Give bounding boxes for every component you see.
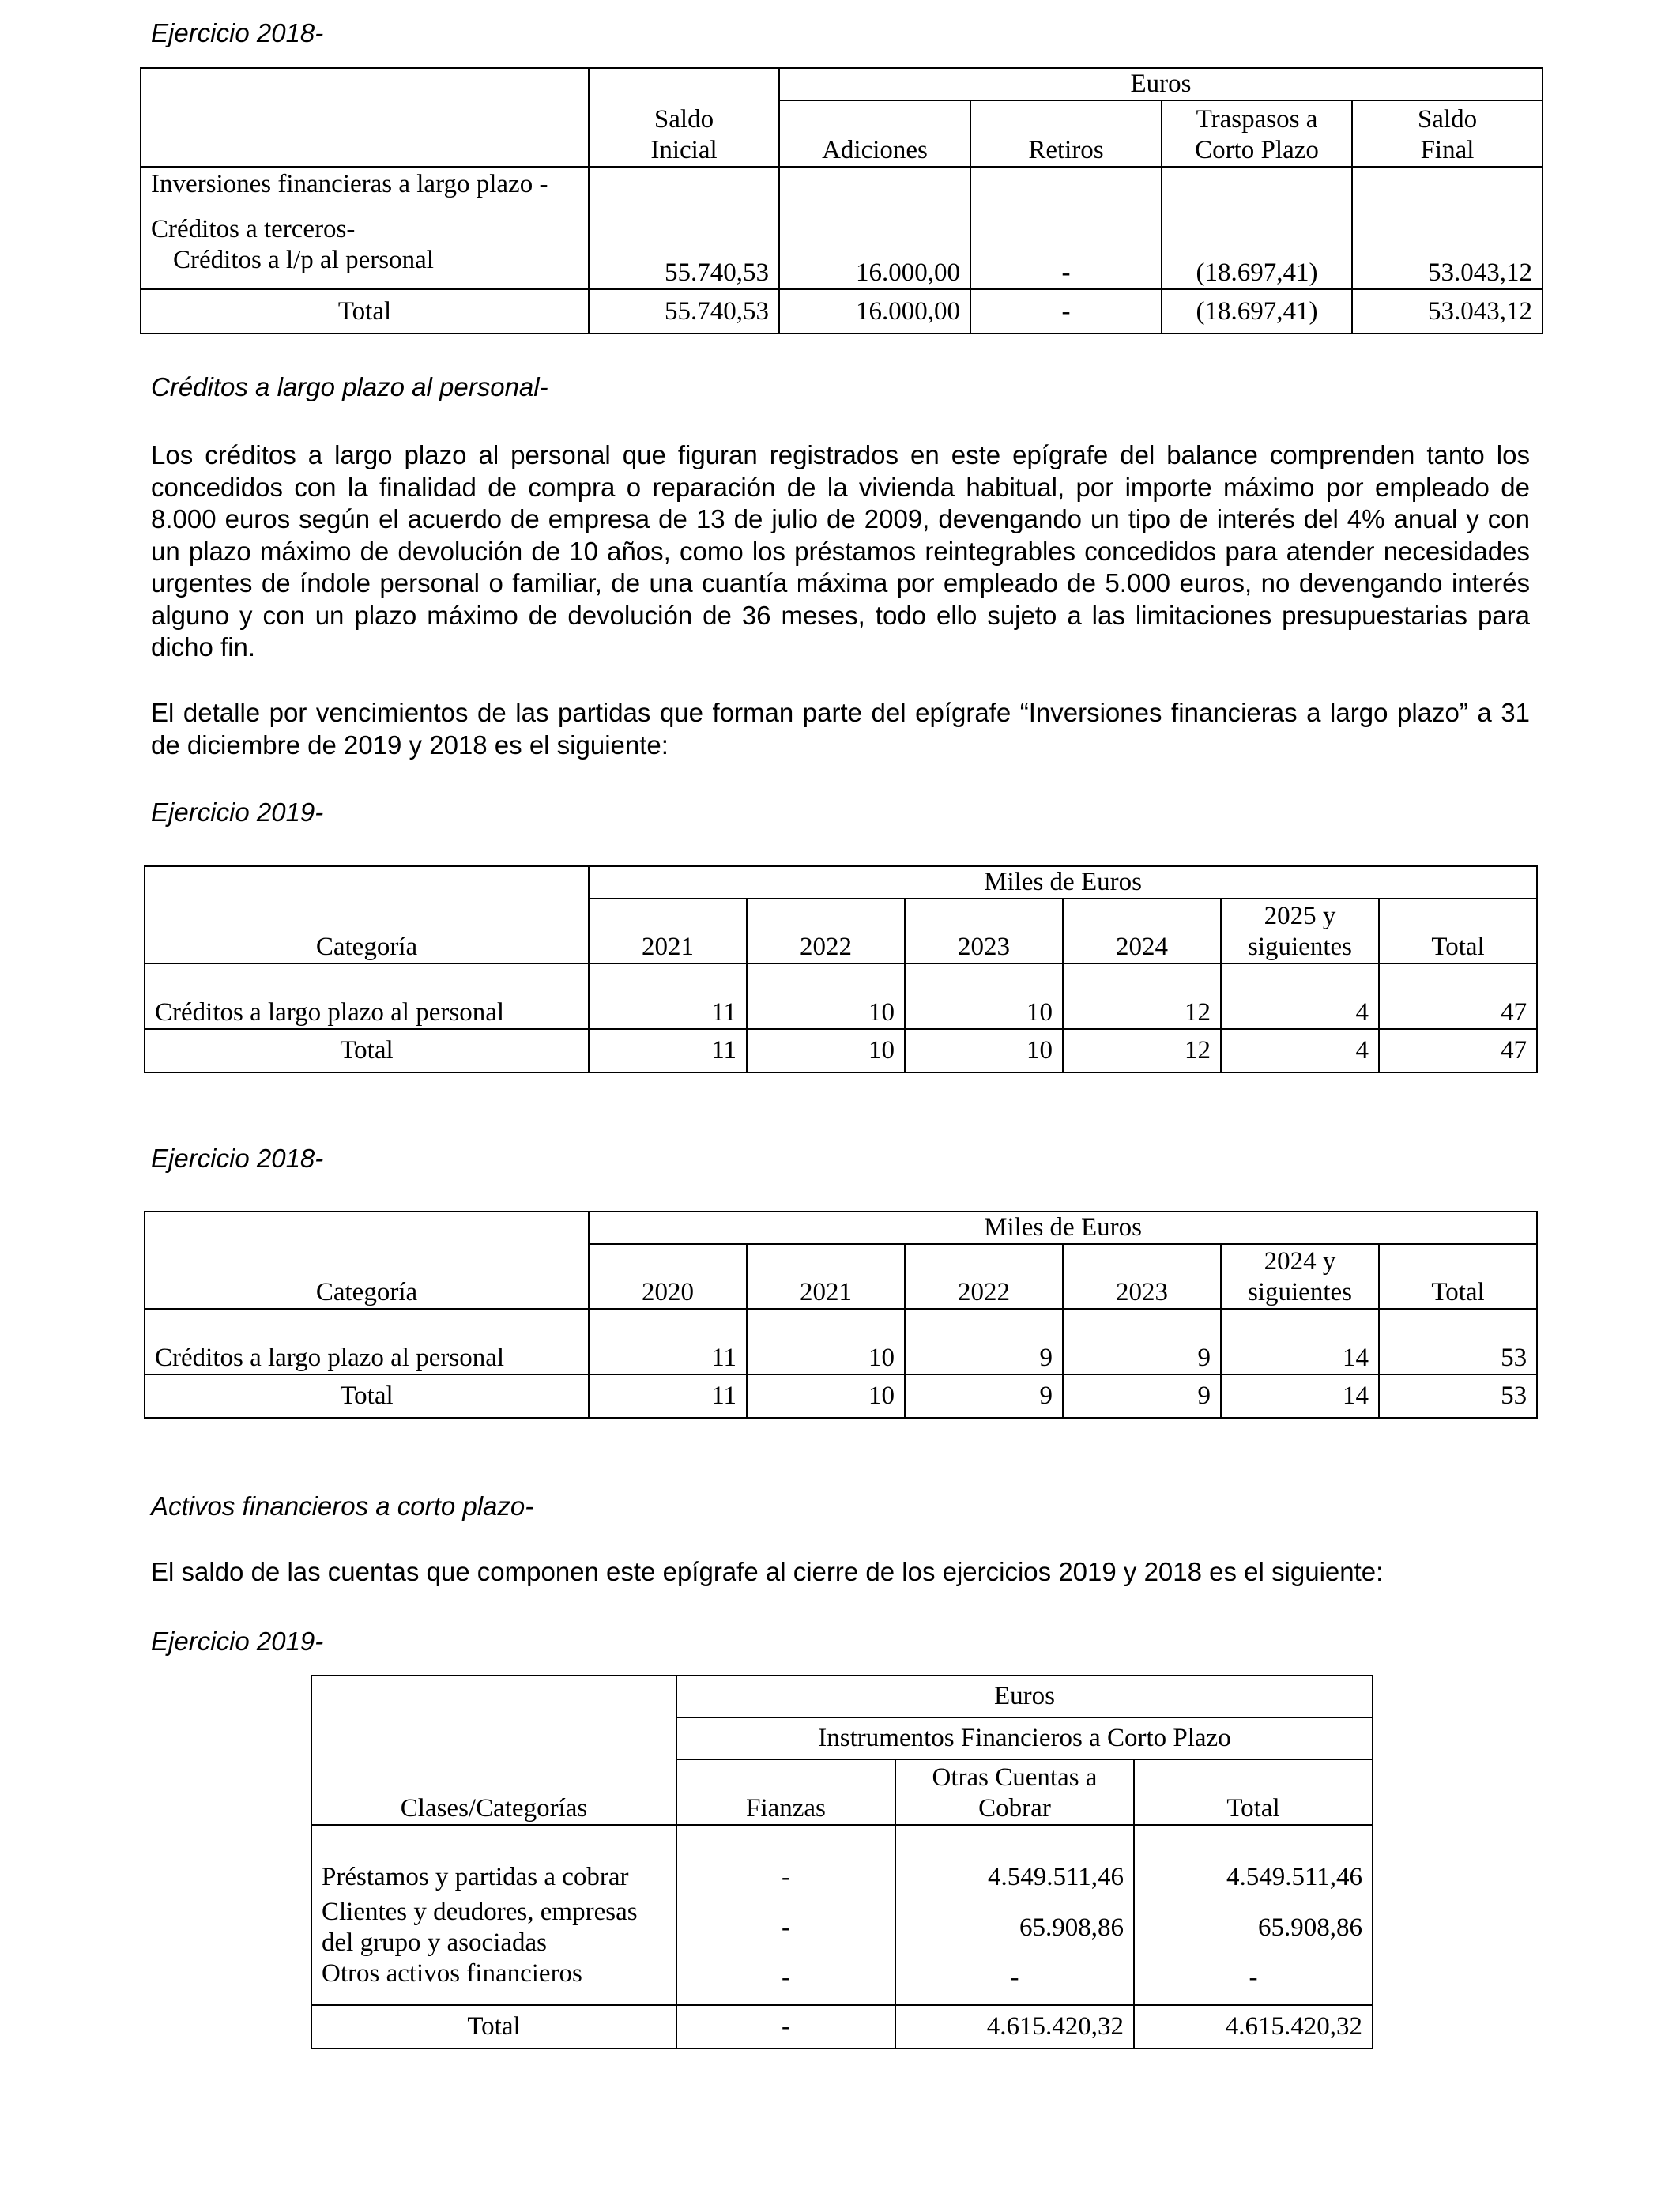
t1-total-cell: 53.043,12 [1352,289,1543,334]
paragraph-creditos-descripcion: Los créditos a largo plazo al personal que figuran registrados en este epígrafe del balance comprenden tanto los concedidos con la finalidad de compra o reparación de la vivienda habitual, por importe máximo por empleado de 8.000 euros según el acuerdo de empresa de 13 de julio de 2009, devengando un tipo de interés del 4% anual y con un plazo máximo de devolución de 10 años, como los préstamos reintegrables concedidos para atender necesidades urgentes de índole personal o familiar, de una cuantía máxima por empleado de 5.000 euros, no devengando interés alguno y con un plazo máximo de devolución de 36 meses, todo ello sujeto a las limitaciones presupuestarias para dicho fin. [151,440,1530,662]
table-activos-corto-plazo-2019 [311,1675,1373,2049]
t2-col-year: 2024 [1063,899,1221,963]
heading-ejercicio-2019-b: Ejercicio 2019- [151,1627,324,1656]
t3-cell: 53 [1379,1309,1537,1374]
t4-total-cell: 4.615.420,32 [1134,2005,1373,2049]
t4-col-otras-cuentas: Otras Cuentas a Cobrar [895,1759,1134,1825]
t3-cell: 14 [1221,1309,1379,1374]
t4-cell: - [782,1913,790,1942]
t4-col-total-values [1134,1825,1373,2005]
t4-cell: - [782,1963,790,1992]
t2-cell: 12 [1063,963,1221,1029]
t1-total-label: Total [141,289,589,334]
t1-cell: 53.043,12 [1352,167,1543,289]
t4-cell: - [1249,1963,1258,1992]
t4-cell: - [1010,1963,1019,1992]
t4-total-cell: 4.615.420,32 [895,2005,1134,2049]
t1-total-cell: 55.740,53 [589,289,779,334]
t2-total-cell: 12 [1063,1029,1221,1072]
table-inversiones-2018 [140,67,1543,334]
t4-col-otras-values [895,1825,1134,2005]
t2-row-label: Créditos a largo plazo al personal [145,963,589,1029]
t4-row-label: Otros activos financieros [322,1959,582,1988]
t3-col-total: Total [1379,1244,1537,1309]
t3-col-year: 2021 [747,1244,905,1309]
t2-col-year: 2022 [747,899,905,963]
t1-col-saldo-inicial: Saldo Inicial [589,100,779,167]
t2-col-year: 2023 [905,899,1063,963]
t2-total-cell: 4 [1221,1029,1379,1072]
t1-empty-corner [141,68,589,167]
t4-row-label: Clientes y deudores, empresas [322,1898,638,1926]
t3-col-year: 2020 [589,1244,747,1309]
t3-cell: 9 [905,1309,1063,1374]
t4-row-label-cont: del grupo y asociadas [322,1928,547,1957]
t3-col-siguientes: 2024 y siguientes [1221,1244,1379,1309]
t1-col-retiros: Retiros [970,100,1162,167]
t2-cell: 10 [747,963,905,1029]
t1-total-cell: (18.697,41) [1162,289,1352,334]
t1-cell: 55.740,53 [589,167,779,289]
t3-total-cell: 53 [1379,1374,1537,1418]
t2-cell: 4 [1221,963,1379,1029]
t1-group-header: Euros [779,68,1543,100]
t2-cell: 11 [589,963,747,1029]
t3-total-cell: 9 [1063,1374,1221,1418]
t4-cell: - [782,1863,790,1891]
t2-total-cell: 10 [905,1029,1063,1072]
t2-col-total: Total [1379,899,1537,963]
t2-col-year: 2021 [589,899,747,963]
t1-section-label: Inversiones financieras a largo plazo - [151,170,548,198]
t2-cell: 47 [1379,963,1537,1029]
t2-total-cell: 47 [1379,1029,1537,1072]
t4-sub-header: Instrumentos Financieros a Corto Plazo [676,1717,1373,1759]
t3-col-year: 2022 [905,1244,1063,1309]
t2-col-siguientes: 2025 y siguientes [1221,899,1379,963]
t2-total-label: Total [145,1029,589,1072]
t4-col-fianzas: Fianzas [676,1759,895,1825]
t3-cell: 9 [1063,1309,1221,1374]
t3-col-year: 2023 [1063,1244,1221,1309]
t3-total-cell: 14 [1221,1374,1379,1418]
t3-group-header: Miles de Euros [589,1212,1537,1244]
t4-category-header: Clases/Categorías [311,1676,676,1825]
t4-cell: 65.908,86 [1258,1913,1363,1942]
paragraph-saldo-cuentas: El saldo de las cuentas que componen este epígrafe al cierre de los ejercicios 2019 y 2018 es el siguiente: [151,1557,1384,1586]
table-vencimientos-2019 [144,865,1538,1073]
t1-cell: - [970,167,1162,289]
heading-ejercicio-2019-a: Ejercicio 2019- [151,797,324,827]
t1-cell: (18.697,41) [1162,167,1352,289]
t4-cell: 65.908,86 [1019,1913,1124,1942]
t4-cell: 4.549.511,46 [1226,1863,1363,1891]
t4-total-cell: - [676,2005,895,2049]
t1-col-saldo-final: Saldo Final [1352,100,1543,167]
t3-cell: 11 [589,1309,747,1374]
t1-row-label [141,167,589,289]
t1-cell: 16.000,00 [779,167,970,289]
t4-col-fianzas-values [676,1825,895,2005]
heading-creditos-personal: Créditos a largo plazo al personal- [151,372,548,401]
t2-category-header: Categoría [145,866,589,963]
heading-activos-corto-plazo: Activos financieros a corto plazo- [151,1491,534,1521]
t3-total-cell: 10 [747,1374,905,1418]
t3-category-header: Categoría [145,1212,589,1309]
t4-cell: 4.549.511,46 [987,1863,1124,1891]
t4-group-header: Euros [676,1676,1373,1717]
table-vencimientos-2018 [144,1211,1538,1419]
t1-total-cell: 16.000,00 [779,289,970,334]
t1-row-name: Créditos a l/p al personal [173,246,434,274]
t1-col-adiciones: Adiciones [779,100,970,167]
t2-group-header: Miles de Euros [589,866,1537,899]
t2-cell: 10 [905,963,1063,1029]
t3-row-label: Créditos a largo plazo al personal [145,1309,589,1374]
t3-total-label: Total [145,1374,589,1418]
t4-col-total: Total [1134,1759,1373,1825]
t4-row-labels [311,1825,676,2005]
t3-total-cell: 9 [905,1374,1063,1418]
t1-col-traspasos: Traspasos a Corto Plazo [1162,100,1352,167]
t1-subsection-label: Créditos a terceros- [151,215,356,243]
t4-row-label: Préstamos y partidas a cobrar [322,1863,629,1891]
paragraph-detalle-vencimientos: El detalle por vencimientos de las partidas que forman parte del epígrafe “Inversiones financieras a largo plazo” a 31 de diciembre de 2019 y 2018 es el siguiente: [151,698,1530,760]
heading-ejercicio-2018-a: Ejercicio 2018- [151,18,324,47]
t1-empty-top [589,68,779,100]
heading-ejercicio-2018-b: Ejercicio 2018- [151,1144,324,1173]
t3-cell: 10 [747,1309,905,1374]
t2-total-cell: 10 [747,1029,905,1072]
t3-total-cell: 11 [589,1374,747,1418]
t2-total-cell: 11 [589,1029,747,1072]
t4-total-label: Total [311,2005,676,2049]
t1-total-cell: - [970,289,1162,334]
